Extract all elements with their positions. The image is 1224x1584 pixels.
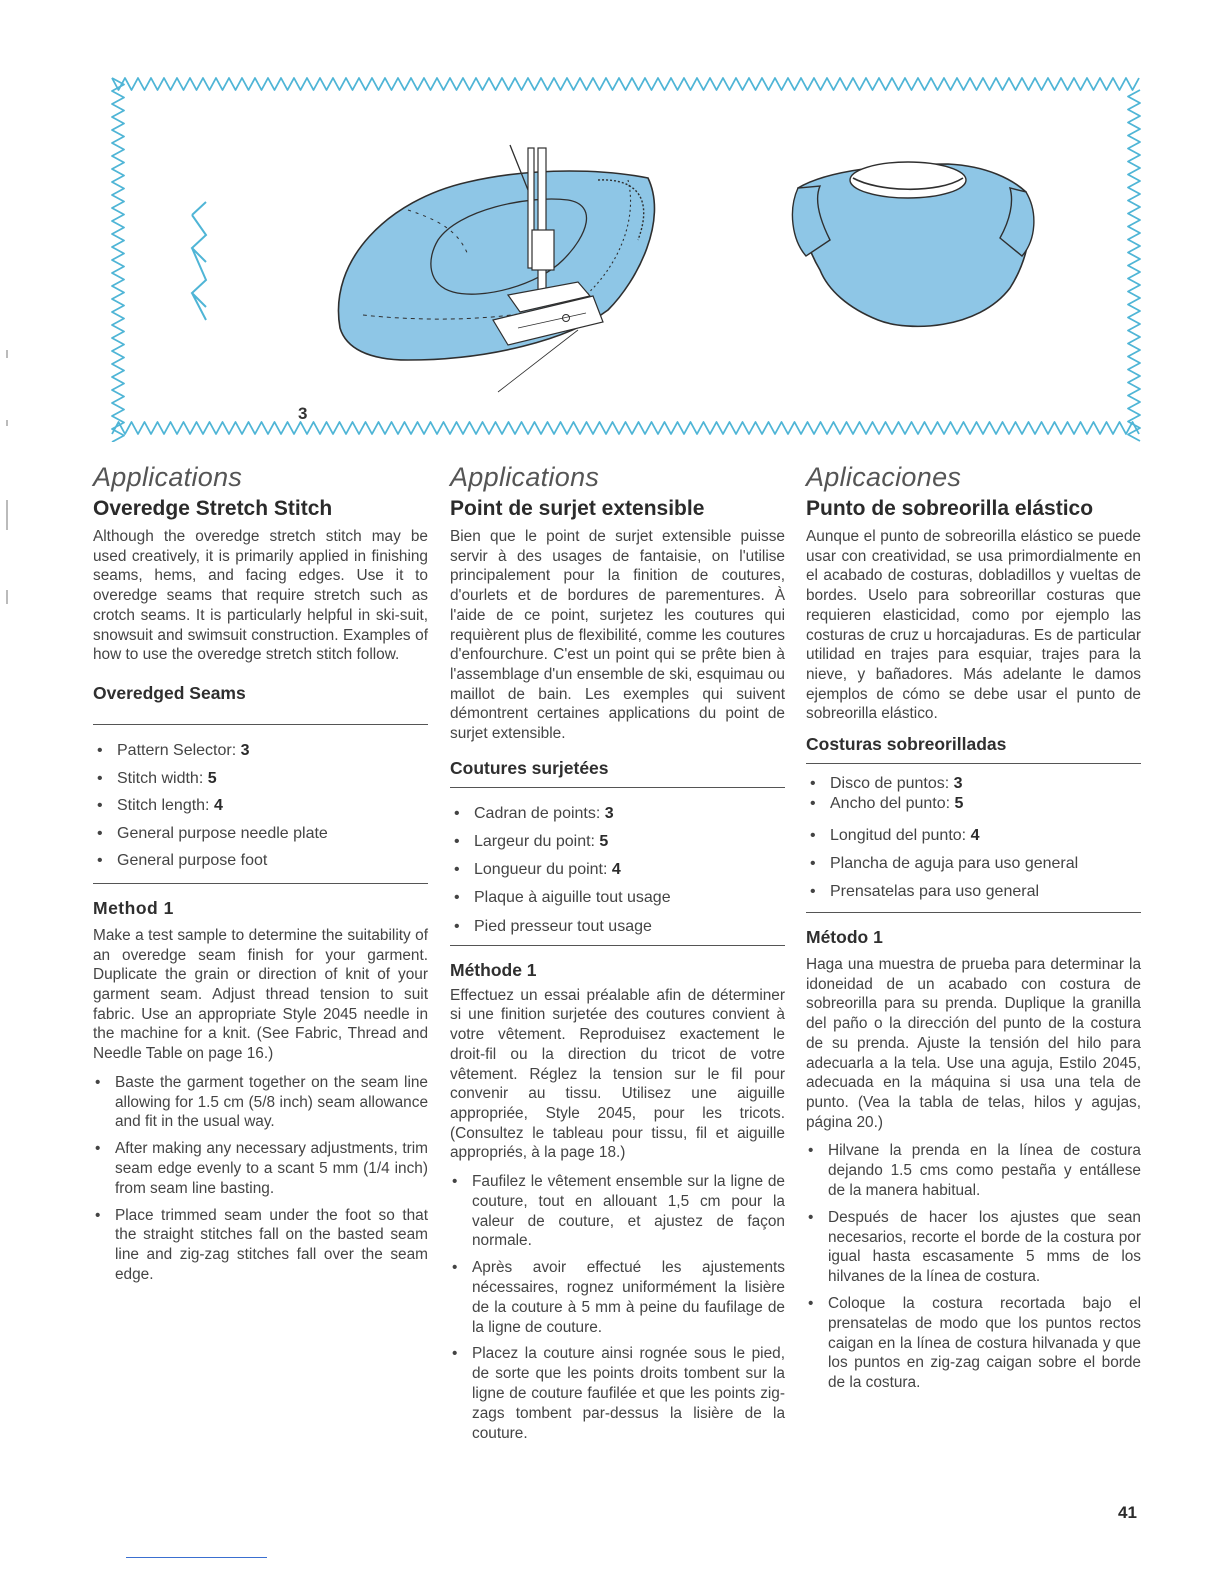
list-item: • Stitch width: 5	[93, 765, 428, 793]
method-paragraph: Haga una muestra de prueba para determinar la idoneidad de un acabado con costura de sobreorilla para su prenda. Duplique la granilla del paño o la dirección del punto de la costura de su prenda. Ajuste la tensión del hilo para adecuarla a la tela. Use una aguja, Estilo 2045, adecuada en la máquina si usa una tela de punto. (Vea la tabla de telas, hilos y agujas, página 20.)	[806, 956, 1141, 1131]
column-spanish	[806, 462, 1141, 1400]
divider	[93, 883, 428, 884]
column-french	[450, 462, 785, 1450]
list-item: • General purpose needle plate	[93, 820, 428, 848]
divider	[806, 763, 1141, 764]
seams-sub-heading: Costuras sobreorilladas	[806, 734, 1007, 755]
footer-rule	[126, 1557, 267, 1558]
stitch-pattern-sample	[192, 202, 206, 320]
settings-list	[450, 800, 785, 941]
list-item: • Place trimmed seam under the foot so that the straight stitches fall on the basted seam line and zig-zag stitches fall over the seam edge.	[93, 1206, 428, 1285]
list-item: • Disco de puntos: 3	[806, 774, 1141, 794]
list-item: • Pied presseur tout usage	[450, 913, 785, 941]
intro-paragraph: Bien que le point de surjet extensible puisse servir à des usages de fantaisie, on l'utilise principalement pour la finition de coutures, d'ourlets et de bordures de parementures. À l'aide de ce point, surjetez les coutures qui requièrent plus de flexibilité, comme les coutures d'enfourchure. C'est un point qui se prête bien à l'assemblage d'un ensemble de ski, esquimau ou maillot de bain. Les exemples qui suivent démontrent certaines applications du point de surjet extensible.	[450, 528, 785, 743]
seams-sub-heading: Overedged Seams	[93, 682, 246, 703]
divider	[450, 787, 785, 788]
list-item: • After making any necessary adjustments, trim seam edge evenly to a scant 5 mm (1/4 inch) from seam line basting.	[93, 1139, 428, 1198]
list-item: • Cadran de points: 3	[450, 800, 785, 828]
pattern-number: 3	[298, 404, 308, 423]
column-english	[93, 462, 428, 1292]
settings-list	[93, 737, 428, 875]
applications-heading: Applications	[450, 462, 600, 492]
intro-paragraph: Although the overedge stretch stitch may be used creatively, it is primarily applied in finishing seams, hems, and facing edges. Use it to overedge seams that require stretch such as crotch seams. It is particularly helpful in ski-suit, snowsuit and swimsuit construction. Examples of how to use the overedge stretch stitch follow.	[93, 528, 428, 664]
list-item: • Faufilez le vêtement ensemble sur la ligne de couture, tout en allouant 1,5 cm pour la valeur de couture, et ajustez de façon normale.	[450, 1172, 785, 1251]
settings-list	[806, 774, 1141, 906]
illustration-svg	[108, 70, 1144, 442]
method-heading: Method 1	[93, 897, 174, 918]
method-steps	[806, 1141, 1141, 1393]
method-paragraph: Make a test sample to determine the suitability of an overedge seam finish for your garment. Duplicate the grain or direction of knit of your garment seam. Adjust thread tension to suit fabric. Use an appropriate Style 2045 needle in the machine for a knit. (See Fabric, Thread and Needle Table on page 16.)	[93, 926, 428, 1063]
divider	[450, 945, 785, 946]
method-heading: Método 1	[806, 927, 883, 948]
list-item: • Largeur du point: 5	[450, 828, 785, 856]
sweater-collar-illustration	[792, 162, 1033, 326]
list-item: • Longitud del punto: 4	[806, 822, 1141, 850]
list-item: • Longueur du point: 4	[450, 856, 785, 884]
stitch-title: Punto de sobreorilla elástico	[806, 497, 1094, 520]
page-number: 41	[1118, 1503, 1137, 1522]
intro-paragraph: Aunque el punto de sobreorilla elástico se puede usar con creatividad, se usa primordialmente en el acabado de costuras, dobladillos y vueltas de bordes. Uselo para sobreorillar costuras que requieren elasticidad, como por ejemplo las costuras de cruz u horcajaduras. Es de particular utilidad en trajes para esquiar, trajes para la nieve, y bañadores. Más adelante le damos ejemplos de cómo se debe usar el punto de sobreorilla elástico.	[806, 528, 1141, 723]
list-item: • Plancha de aguja para uso general	[806, 850, 1141, 878]
method-paragraph: Effectuez un essai préalable afin de déterminer si une finition surjetée des coutures convient à votre vêtement. Reproduisez exactement le droit-fil ou la direction du tricot de votre vêtement. Réglez la tension sur le fil pour convenir au tissu. Utilisez une aiguille appropriée, Style 2045, pour les tricots. (Consultez le tableau pour tissu, fil et aiguille appropriés, à la page 18.)	[450, 986, 785, 1162]
stitch-illustration-banner	[108, 70, 1144, 442]
list-item: • Pattern Selector: 3	[93, 737, 428, 765]
stitch-title: Point de surjet extensible	[450, 497, 705, 520]
divider	[806, 912, 1141, 913]
list-item: • Prensatelas para uso general	[806, 878, 1141, 906]
list-item: • Coloque la costura recortada bajo el prensatelas de modo que los puntos rectos caigan en la línea de costura hilvanada y que los puntos en zig-zag caigan sobre el borde de la costura.	[806, 1294, 1141, 1393]
list-item: • Plaque à aiguille tout usage	[450, 884, 785, 912]
list-item: • Ancho del punto: 5	[806, 794, 1141, 814]
sewing-machine-fabric-illustration	[338, 145, 654, 392]
method-steps	[93, 1073, 428, 1285]
list-item: • Después de hacer los ajustes que sean necesarios, recorte el borde de la costura por igual hasta escasamente 5 mms de los hilvanes de la línea de costura.	[806, 1208, 1141, 1287]
applications-heading: Aplicaciones	[806, 462, 962, 492]
applications-heading: Applications	[93, 462, 243, 492]
list-item: • Hilvane la prenda en la línea de costura dejando 1.5 cms como pestaña y entállese de la manera habitual.	[806, 1141, 1141, 1200]
list-item: • General purpose foot	[93, 847, 428, 875]
stitch-title: Overedge Stretch Stitch	[93, 497, 333, 520]
method-steps	[450, 1172, 785, 1443]
list-item: • Après avoir effectué les ajustements nécessaires, rognez uniformément la lisière de la couture à 5 mm à peine du faufilage de la ligne de couture.	[450, 1258, 785, 1337]
list-item: • Stitch length: 4	[93, 792, 428, 820]
seams-sub-heading: Coutures surjetées	[450, 757, 609, 778]
list-item: • Baste the garment together on the seam line allowing for 1.5 cm (5/8 inch) seam allowance and fit in the usual way.	[93, 1073, 428, 1132]
list-item: • Placez la couture ainsi rognée sous le pied, de sorte que les points droits tombent sur la ligne de couture faufilée et que les points zig-zags tombent par-dessus la lisière de la couture.	[450, 1344, 785, 1443]
method-heading: Méthode 1	[450, 959, 537, 980]
divider	[93, 724, 428, 725]
